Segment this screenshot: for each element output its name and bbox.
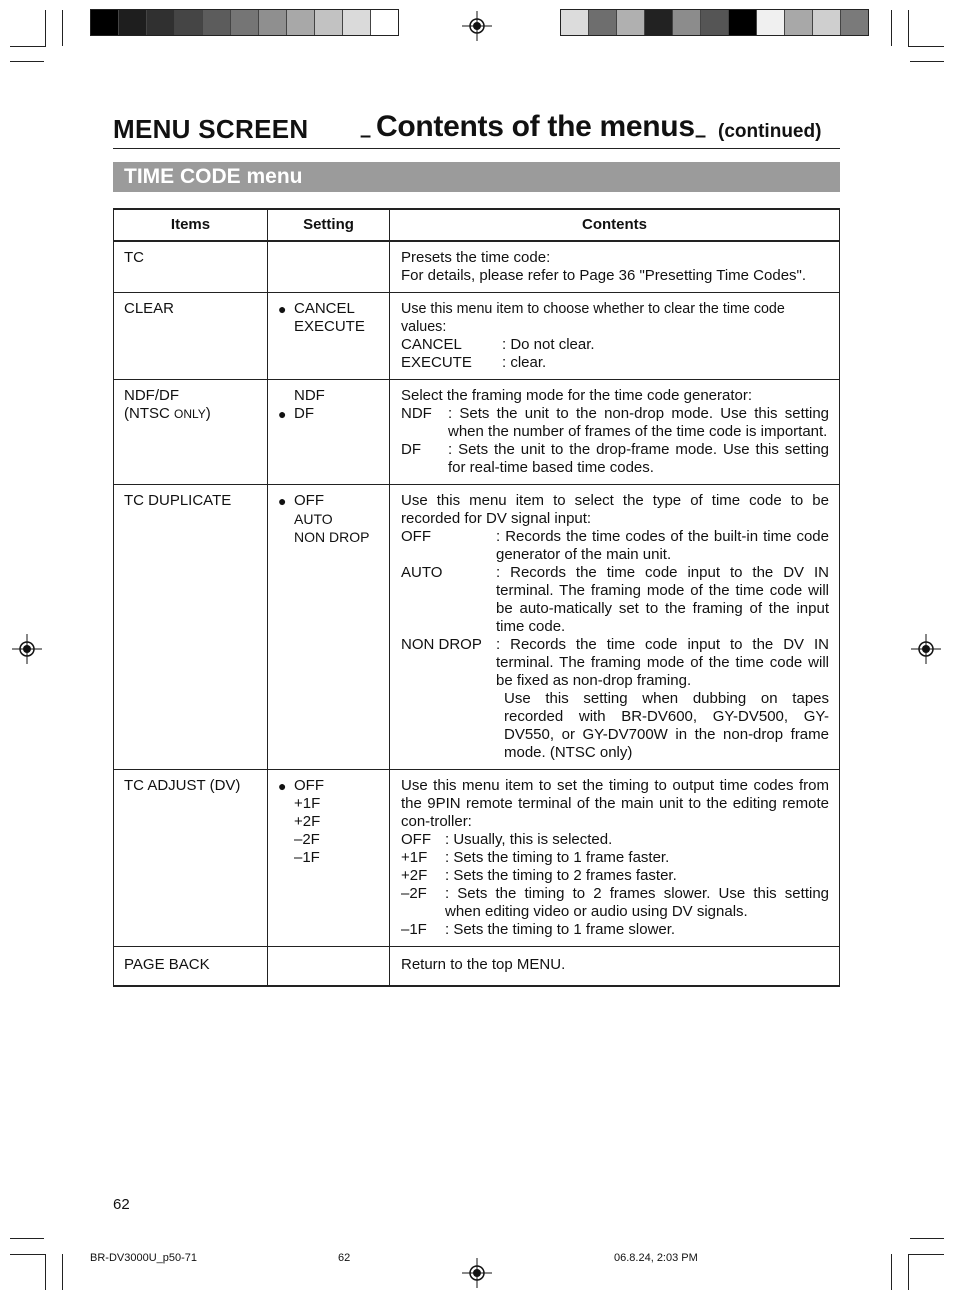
crop-mark: [908, 1254, 909, 1290]
definition-key: NDF: [401, 405, 432, 422]
definition-text: : Sets the timing to 2 frames slower. Use this setting when editing video or audio using DV signals.: [445, 885, 829, 920]
color-swatch: [561, 10, 589, 35]
definition-key: –2F: [401, 885, 427, 902]
contents-intro: Use this menu item to select the type of time code to be recorded for DV signal input:: [401, 492, 829, 527]
crop-mark: [62, 10, 63, 46]
section-title: TIME CODE menu: [113, 162, 840, 192]
item-note-text: ): [205, 405, 211, 422]
definition-key: AUTO: [401, 564, 443, 581]
definition-text: : Sets the timing to 2 frames faster.: [445, 867, 677, 884]
definition-text: : Records the time code input to the DV IN terminal. The framing mode of the time code will be fixed as non-drop framing.: [496, 636, 829, 689]
item-cell: TC DUPLICATE: [114, 485, 268, 770]
crop-mark: [908, 46, 944, 47]
crop-mark: [908, 1254, 944, 1255]
contents-cell: [390, 380, 840, 485]
setting-option: –1F: [294, 849, 320, 866]
contents-intro: Use this menu item to set the timing to output time codes from the 9PIN remote terminal of the main unit to the editing remote con-troller:: [401, 777, 829, 830]
registration-mark-icon: [462, 1258, 492, 1288]
definition-key: OFF: [401, 528, 431, 545]
table-row: [114, 947, 840, 987]
crop-mark: [910, 61, 944, 62]
color-swatch: [673, 10, 701, 35]
item-note-small: ONLY: [174, 407, 206, 421]
color-swatch: [371, 10, 398, 35]
table-row: [114, 380, 840, 485]
color-swatch: [589, 10, 617, 35]
contents-cell: [390, 485, 840, 770]
color-swatch: [813, 10, 841, 35]
page-title: Contents of the menus: [376, 110, 695, 143]
table-row: [114, 241, 840, 293]
header-dash: –: [360, 125, 372, 147]
default-bullet-icon: ●: [278, 493, 287, 509]
contents-cell: [390, 293, 840, 380]
contents-cell: [390, 241, 840, 293]
page-number: 62: [113, 1196, 130, 1213]
item-cell: TC ADJUST (DV): [114, 770, 268, 947]
definition-key: EXECUTE: [401, 354, 472, 371]
footer-date: 06.8.24, 2:03 PM: [614, 1252, 698, 1264]
setting-cell: [268, 770, 390, 947]
color-swatch: [757, 10, 785, 35]
color-swatch: [841, 10, 868, 35]
definition-key: NON DROP: [401, 636, 482, 653]
contents-cell: [390, 770, 840, 947]
setting-cell: [268, 380, 390, 485]
definition-text: : Sets the timing to 1 frame slower.: [445, 921, 676, 938]
crop-mark: [10, 1254, 46, 1255]
color-swatch: [203, 10, 231, 35]
definition-key: DF: [401, 441, 421, 458]
crop-mark: [910, 1238, 944, 1239]
crop-mark: [891, 10, 892, 46]
item-note: [124, 405, 263, 423]
definition-key: +2F: [401, 867, 428, 884]
column-header-items: Items: [114, 209, 268, 241]
setting-cell: [268, 241, 390, 293]
setting-option: DF: [294, 405, 314, 422]
header-continued: (continued): [718, 121, 822, 142]
setting-option: EXECUTE: [294, 318, 365, 335]
crop-mark: [45, 1254, 46, 1290]
crop-mark: [10, 46, 46, 47]
header-dash: –: [695, 125, 707, 147]
crop-mark: [908, 10, 909, 46]
definition-key: CANCEL: [401, 336, 462, 353]
color-swatch: [785, 10, 813, 35]
table-header-row: [114, 209, 840, 241]
color-swatch: [147, 10, 175, 35]
color-swatch: [119, 10, 147, 35]
default-bullet-icon: ●: [278, 301, 287, 317]
color-calibration-bar-left: [90, 9, 399, 36]
footer-page: 62: [338, 1252, 351, 1264]
color-swatch: [259, 10, 287, 35]
contents-text: For details, please refer to Page 36 "Presetting Time Codes".: [401, 267, 807, 284]
definition-text: : Records the time codes of the built-in time code generator of the main unit.: [496, 528, 829, 563]
definition-text: : clear.: [502, 354, 547, 371]
definition-text: : Do not clear.: [502, 336, 595, 353]
color-swatch: [287, 10, 315, 35]
definition-text: : Sets the unit to the drop-frame mode. Use this setting for real-time based time codes.: [448, 441, 829, 476]
setting-cell: [268, 947, 390, 987]
setting-cell: [268, 485, 390, 770]
contents-text: Presets the time code:: [401, 249, 551, 266]
item-cell: PAGE BACK: [114, 947, 268, 987]
definition-key: OFF: [401, 831, 431, 848]
setting-option: CANCEL: [294, 300, 355, 317]
item-note-text: (NTSC: [124, 405, 174, 422]
setting-option: –2F: [294, 831, 320, 848]
item-cell: TC: [114, 241, 268, 293]
header-section-label: MENU SCREEN: [113, 114, 309, 144]
setting-cell: [268, 293, 390, 380]
setting-option: +1F: [294, 795, 321, 812]
setting-option: OFF: [294, 777, 324, 794]
color-swatch: [701, 10, 729, 35]
color-swatch: [231, 10, 259, 35]
item-label: NDF/DF: [124, 387, 179, 404]
definition-note: Use this setting when dubbing on tapes recorded with BR-DV600, GY-DV500, GY-DV550, or GY-DV700W in the non-drop frame mode. (NTSC only): [504, 690, 829, 761]
color-swatch: [729, 10, 757, 35]
definition-text: : Usually, this is selected.: [445, 831, 613, 848]
crop-mark: [45, 10, 46, 46]
contents-text: Return to the top MENU.: [401, 956, 566, 973]
contents-intro: Use this menu item to choose whether to clear the time code values:: [401, 301, 785, 335]
color-swatch: [315, 10, 343, 35]
table-row: [114, 485, 840, 770]
definition-key: +1F: [401, 849, 428, 866]
footer-filename: BR-DV3000U_p50-71: [90, 1252, 198, 1264]
registration-mark-icon: [12, 634, 42, 664]
setting-option: OFF: [294, 492, 324, 509]
crop-mark: [891, 1254, 892, 1290]
time-code-menu-table: [113, 208, 840, 987]
setting-option: +2F: [294, 813, 321, 830]
color-swatch: [343, 10, 371, 35]
color-swatch: [617, 10, 645, 35]
crop-mark: [10, 61, 44, 62]
table-row: [114, 770, 840, 947]
table-row: [114, 293, 840, 380]
default-bullet-icon: ●: [278, 406, 287, 422]
column-header-contents: Contents: [390, 209, 840, 241]
definition-text: : Sets the unit to the non-drop mode. Use this setting when the number of frames of the time code is important.: [448, 405, 829, 440]
color-swatch: [645, 10, 673, 35]
color-calibration-bar-right: [560, 9, 869, 36]
definition-text: : Sets the timing to 1 frame faster.: [445, 849, 670, 866]
registration-mark-icon: [911, 634, 941, 664]
crop-mark: [10, 1238, 44, 1239]
column-header-setting: Setting: [268, 209, 390, 241]
setting-option: NON DROP: [294, 529, 370, 545]
crop-mark: [62, 1254, 63, 1290]
default-bullet-icon: ●: [278, 778, 287, 794]
setting-option: NDF: [294, 387, 325, 404]
item-cell: CLEAR: [114, 293, 268, 380]
definition-text: : Records the time code input to the DV IN terminal. The framing mode of the time code will be auto-matically set to the framing of the input time code.: [496, 564, 829, 635]
definition-key: –1F: [401, 921, 427, 938]
color-swatch: [175, 10, 203, 35]
setting-option: AUTO: [294, 511, 333, 527]
item-cell: [114, 380, 268, 485]
contents-intro: Select the framing mode for the time code generator:: [401, 387, 753, 404]
color-swatch: [91, 10, 119, 35]
contents-cell: [390, 947, 840, 987]
page-header: [113, 110, 840, 149]
registration-mark-icon: [462, 11, 492, 41]
